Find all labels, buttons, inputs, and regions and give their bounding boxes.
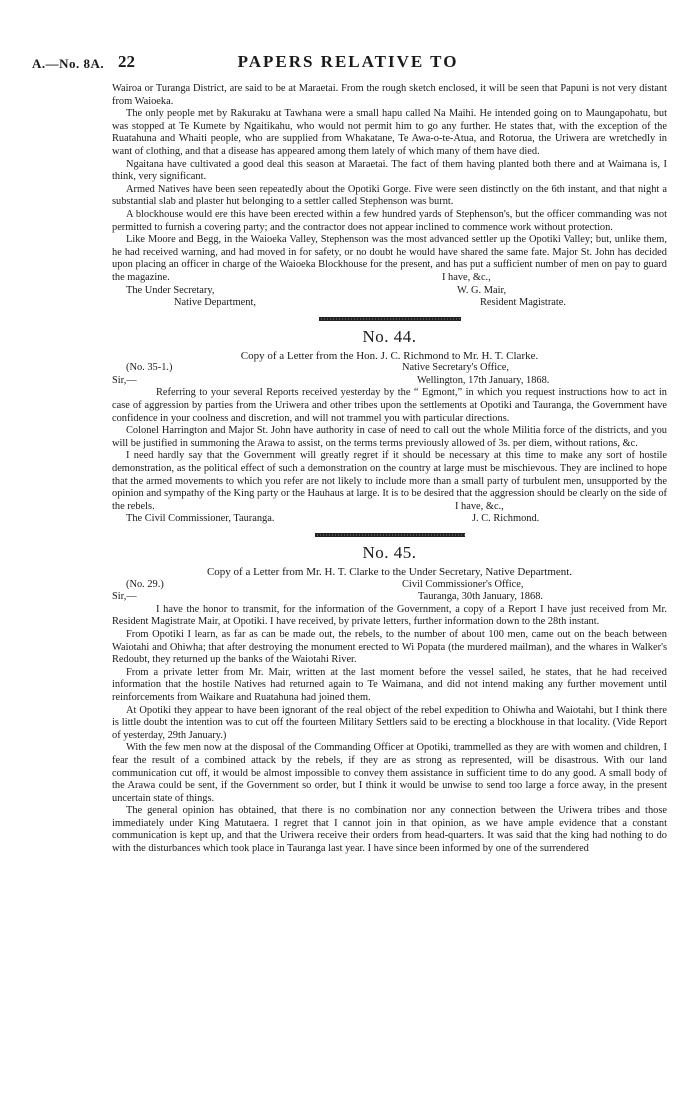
salutation: Sir,— bbox=[112, 591, 137, 603]
signoff-row bbox=[112, 297, 667, 310]
reference-row bbox=[112, 579, 667, 592]
paragraph: Wairoa or Turanga District, are said to be at Maraetai. From the rough sketch enclosed, it will be seen that Papuni is not very distant from Waioeka. bbox=[112, 83, 667, 107]
letter-caption: Copy of a Letter from the Hon. J. C. Richmond to Mr. H. T. Clarke. bbox=[240, 349, 539, 362]
salutation-row bbox=[112, 591, 667, 604]
paragraph: From Opotiki I learn, as far as can be made out, the rebels, to the number of about 100 men, came out on the beach between Waiotahi and Ohiwha; that after destroying the monument erected to Wi Popata (the murdered mailman), and the whares in Walker's Redoubt, they returned up the banks of the Waiotahi River. bbox=[112, 628, 667, 666]
page-number: 22 bbox=[118, 52, 135, 71]
closing: I have, &c., bbox=[442, 271, 491, 283]
letter-no-45 bbox=[112, 543, 667, 856]
document-number: No. 44. bbox=[362, 326, 417, 346]
paragraph: Ngaitana have cultivated a good deal this season at Maraetai. The fact of them having planted both there and at Waimana is, I think, very significant. bbox=[112, 158, 667, 183]
paragraph: The general opinion has obtained, that there is no combination nor any connection between the Uriwera tribes and those immediately under King Matutaera. I regret that I cannot join in that opinion, as we have ample evidence that a constant communication is kept up, and that the Uriwera receive their orders from head-quarters. It was said that the king had nothing to do with the disturbances which took place in Tauranga last year. I have since been informed by one of the surrendered bbox=[112, 805, 667, 855]
section-divider bbox=[315, 533, 465, 537]
paragraph: A blockhouse would ere this have been erected within a few hundred yards of Stephenson's, but the officer commanding was not permitted to furnish a covering party; and the contractor does not appear inclined to commence work without protection. bbox=[112, 208, 667, 233]
place-date: Wellington, 17th January, 1868. bbox=[417, 374, 550, 386]
letter-caption: Copy of a Letter from Mr. H. T. Clarke to the Under Secretary, Native Department. bbox=[206, 566, 573, 578]
paragraph: I need hardly say that the Government will greatly regret if it should be necessary at this time to make any sort of hostile demonstration, as the political effect of such a demonstration on the country at large must be mischievous. They are inclined to hope that the armed movements to which you refer are not likely to include more than a small party of turbulent men, unsupported by the opinion and sympathy of the King party or the Hauhaus at large. It is to be desired that the aggression should be clearly on the side of the rebels. bbox=[112, 450, 667, 512]
paragraph: Armed Natives have been seen repeatedly about the Opotiki Gorge. Five were seen distinctly on the 6th instant, and that night a substantial slab and plaster hut belonging to a settler called Stephenson was burnt. bbox=[112, 183, 667, 208]
letter-reference: (No. 35-1.) bbox=[126, 362, 173, 374]
paragraph: At Opotiki they appear to have been ignorant of the real object of the rebel expedition to Ohiwha and Waiotahi, but I think there is little doubt the intention was to cut off the fourteen Military Settlers said to be erecting a blockhouse in that locality. (Vide Report of yesterday, 29th January.) bbox=[112, 704, 667, 741]
signoff-row bbox=[112, 271, 667, 298]
signoff-row bbox=[112, 500, 667, 526]
paragraph: Referring to your several Reports received yesterday by the “ Egmont,” in which you request instructions how to act in case of aggression by parties from the Uriwera and other tribes upon the settlements at Opotiki and Tauranga, the Government have confidence in your coolness and discretion, and will not trammel you with particular directions. bbox=[112, 387, 667, 424]
letter-continuation bbox=[112, 83, 667, 310]
addressee: The Under Secretary, bbox=[126, 284, 215, 296]
document-body bbox=[112, 83, 667, 856]
office-name: Native Secretary's Office, bbox=[402, 362, 509, 374]
paragraph: With the few men now at the disposal of the Commanding Officer at Opotiki, trammelled as they are with women and children, I fear the result of a combined attack by the rebels, if they are as strong as represented, will be disastrous. With our land communication cut off, it would be almost impossible to convey them assistance in sufficient time to do any good. A small body of the Arawa could be sent, if the Government so order, but I think it would be unwise to send too large a force away, in the present uncertain state of things. bbox=[112, 742, 667, 804]
series-reference: A.—No. 8A. bbox=[32, 56, 105, 71]
office-name: Civil Commissioner's Office, bbox=[402, 578, 524, 590]
place-date: Tauranga, 30th January, 1868. bbox=[418, 591, 543, 603]
paragraph: I have the honor to transmit, for the information of the Government, a copy of a Report I have just received from Mr. Resident Magistrate Mair, at Opotiki. I have received, by private letters, further information down to the 28th instant. bbox=[112, 603, 667, 628]
paragraph: From a private letter from Mr. Mair, written at the last moment before the vessel sailed, he states, that he had received information that the hostile Natives had returned again to Te Waimana, and did not intend making any further movement until reinforcements from Waikare and Ruatahuna had joined them. bbox=[112, 666, 667, 703]
salutation: Sir,— bbox=[112, 374, 137, 386]
addressee-department: Native Department, bbox=[174, 297, 256, 309]
reference-row bbox=[112, 362, 667, 375]
addressee: The Civil Commissioner, Tauranga. bbox=[126, 513, 275, 525]
section-divider bbox=[319, 317, 461, 321]
paragraph: Like Moore and Begg, in the Waioeka Valley, Stephenson was the most advanced settler up the Opotiki Valley; but, unlike them, he had received warning, and had moved in for safety, or no doubt he would have shared the same fate. Major St. John has decided upon placing an officer in charge of the Waioeka Blockhouse for the present, and has put a sufficient number of men on pay to guard the magazine. bbox=[112, 234, 667, 283]
closing: I have, &c., bbox=[455, 500, 504, 512]
letter-no-44 bbox=[112, 327, 667, 526]
paragraph: The only people met by Rakuraku at Tawhana were a small hapu called Na Maihi. He intended going on to Maungapohatu, but was stopped at Te Kumete by Ngaitikahu, who would not permit him to go any further. He states that, with the exception of the Ruatahuna and Whaiti people, who are supplied from Whakatane, Te Awa-o-te-Atua, and Rotorua, the Uriwera are wretchedly in want of clothing, and that a disease has appeared among them lately of which many of them have died. bbox=[112, 108, 667, 157]
salutation-row bbox=[112, 375, 667, 388]
running-title: PAPERS RELATIVE TO bbox=[237, 52, 459, 71]
letter-reference: (No. 29.) bbox=[126, 578, 164, 590]
page-header bbox=[32, 52, 664, 76]
paragraph: Colonel Harrington and Major St. John have authority in case of need to call out the whole Militia force of the districts, and you will be justified in summoning the Arawa to assist, on the terms terms previously allowed of 3s. per diem, without rations, &c. bbox=[112, 425, 667, 449]
signature-name: J. C. Richmond. bbox=[472, 513, 540, 525]
signature-name: W. G. Mair, bbox=[457, 284, 507, 296]
signature-title: Resident Magistrate. bbox=[480, 297, 566, 309]
document-number: No. 45. bbox=[362, 543, 417, 562]
